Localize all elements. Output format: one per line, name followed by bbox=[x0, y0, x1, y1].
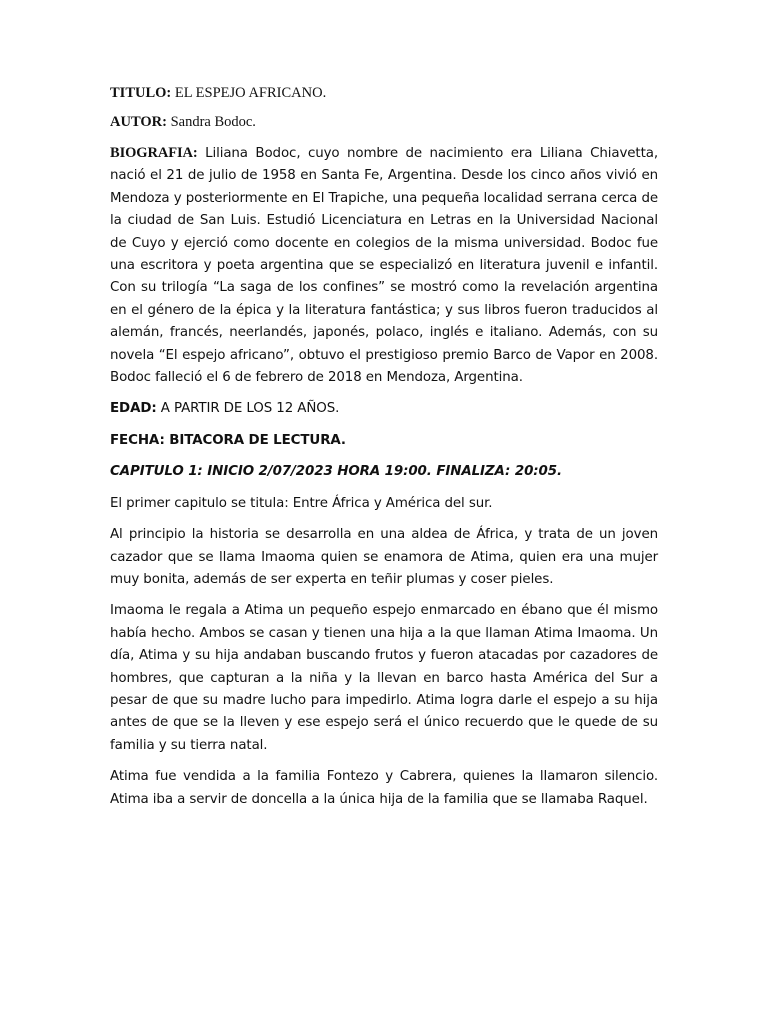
biography-text: Liliana Bodoc, cuyo nombre de nacimiento era Liliana Chiavetta, nació el 21 de julio de 1958 en Santa Fe, Argentina. Desde los cinco años vivió en Mendoza y posteriormente en El Trapiche, una pequeña localidad serrana cerca de la ciudad de San Luis. Estudió Licenciatura en Letras en la Universidad Nacional de Cuyo y ejerció como docente en colegios de la misma universidad. Bodoc fue una escritora y poeta argentina que se especializó en literatura juvenil e infantil. Con su trilogía “La saga de los confines” se mostró como la revelación argentina en el género de la épica y la literatura fantástica; y sus libros fueron traducidos al alemán, francés, neerlandés, japonés, polaco, inglés e italiano. Además, con su novela “El espejo africano”, obtuvo el prestigioso premio Barco de Vapor en 2008. Bodoc falleció el 6 de febrero de 2018 en Mendoza, Argentina. bbox=[110, 146, 658, 386]
biography-paragraph bbox=[110, 142, 658, 389]
author-label: AUTOR: bbox=[110, 114, 167, 130]
date-heading: FECHA: BITACORA DE LECTURA. bbox=[110, 432, 346, 448]
author-line bbox=[110, 113, 658, 131]
document-page bbox=[110, 84, 658, 820]
age-line bbox=[110, 398, 658, 420]
title-label: TITULO: bbox=[110, 85, 172, 101]
body-paragraph-2: Al principio la historia se desarrolla en una aldea de África, y trata de un joven cazador que se llama Imaoma quien se enamora de Atima, quien era una mujer muy bonita, además de ser experta en teñir plumas y coser pieles. bbox=[110, 527, 658, 587]
author-value: Sandra Bodoc. bbox=[166, 114, 256, 130]
body-paragraph-4: Atima fue vendida a la familia Fontezo y Cabrera, quienes la llamaron silencio. Atima iba a servir de doncella a la única hija de la familia que se llamaba Raquel. bbox=[110, 769, 658, 807]
title-line bbox=[110, 84, 658, 102]
title-value: EL ESPEJO AFRICANO. bbox=[171, 85, 327, 101]
age-value: A PARTIR DE LOS 12 AÑOS. bbox=[156, 401, 340, 417]
body-paragraph-3: Imaoma le regala a Atima un pequeño espejo enmarcado en ébano que él mismo había hecho. Ambos se casan y tienen una hija a la que llaman Atima Imaoma. Un día, Atima y su hija andaban buscando frutos y fueron atacadas por cazadores de hombres, que capturan a la niña y la llevan en barco hasta América del Sur a pesar de que su madre lucho para impedirlo. Atima logra darle el espejo a su hija antes de que se la lleven y ese espejo será el único recuerdo que le quede de su familia y su tierra natal. bbox=[110, 603, 658, 753]
chapter-heading: CAPITULO 1: INICIO 2/07/2023 HORA 19:00. FINALIZA: 20:05. bbox=[110, 464, 562, 480]
age-label: EDAD: bbox=[110, 401, 157, 417]
body-paragraph-1: El primer capitulo se titula: Entre África y América del sur. bbox=[110, 495, 493, 511]
biography-label: BIOGRAFIA: bbox=[110, 145, 198, 161]
